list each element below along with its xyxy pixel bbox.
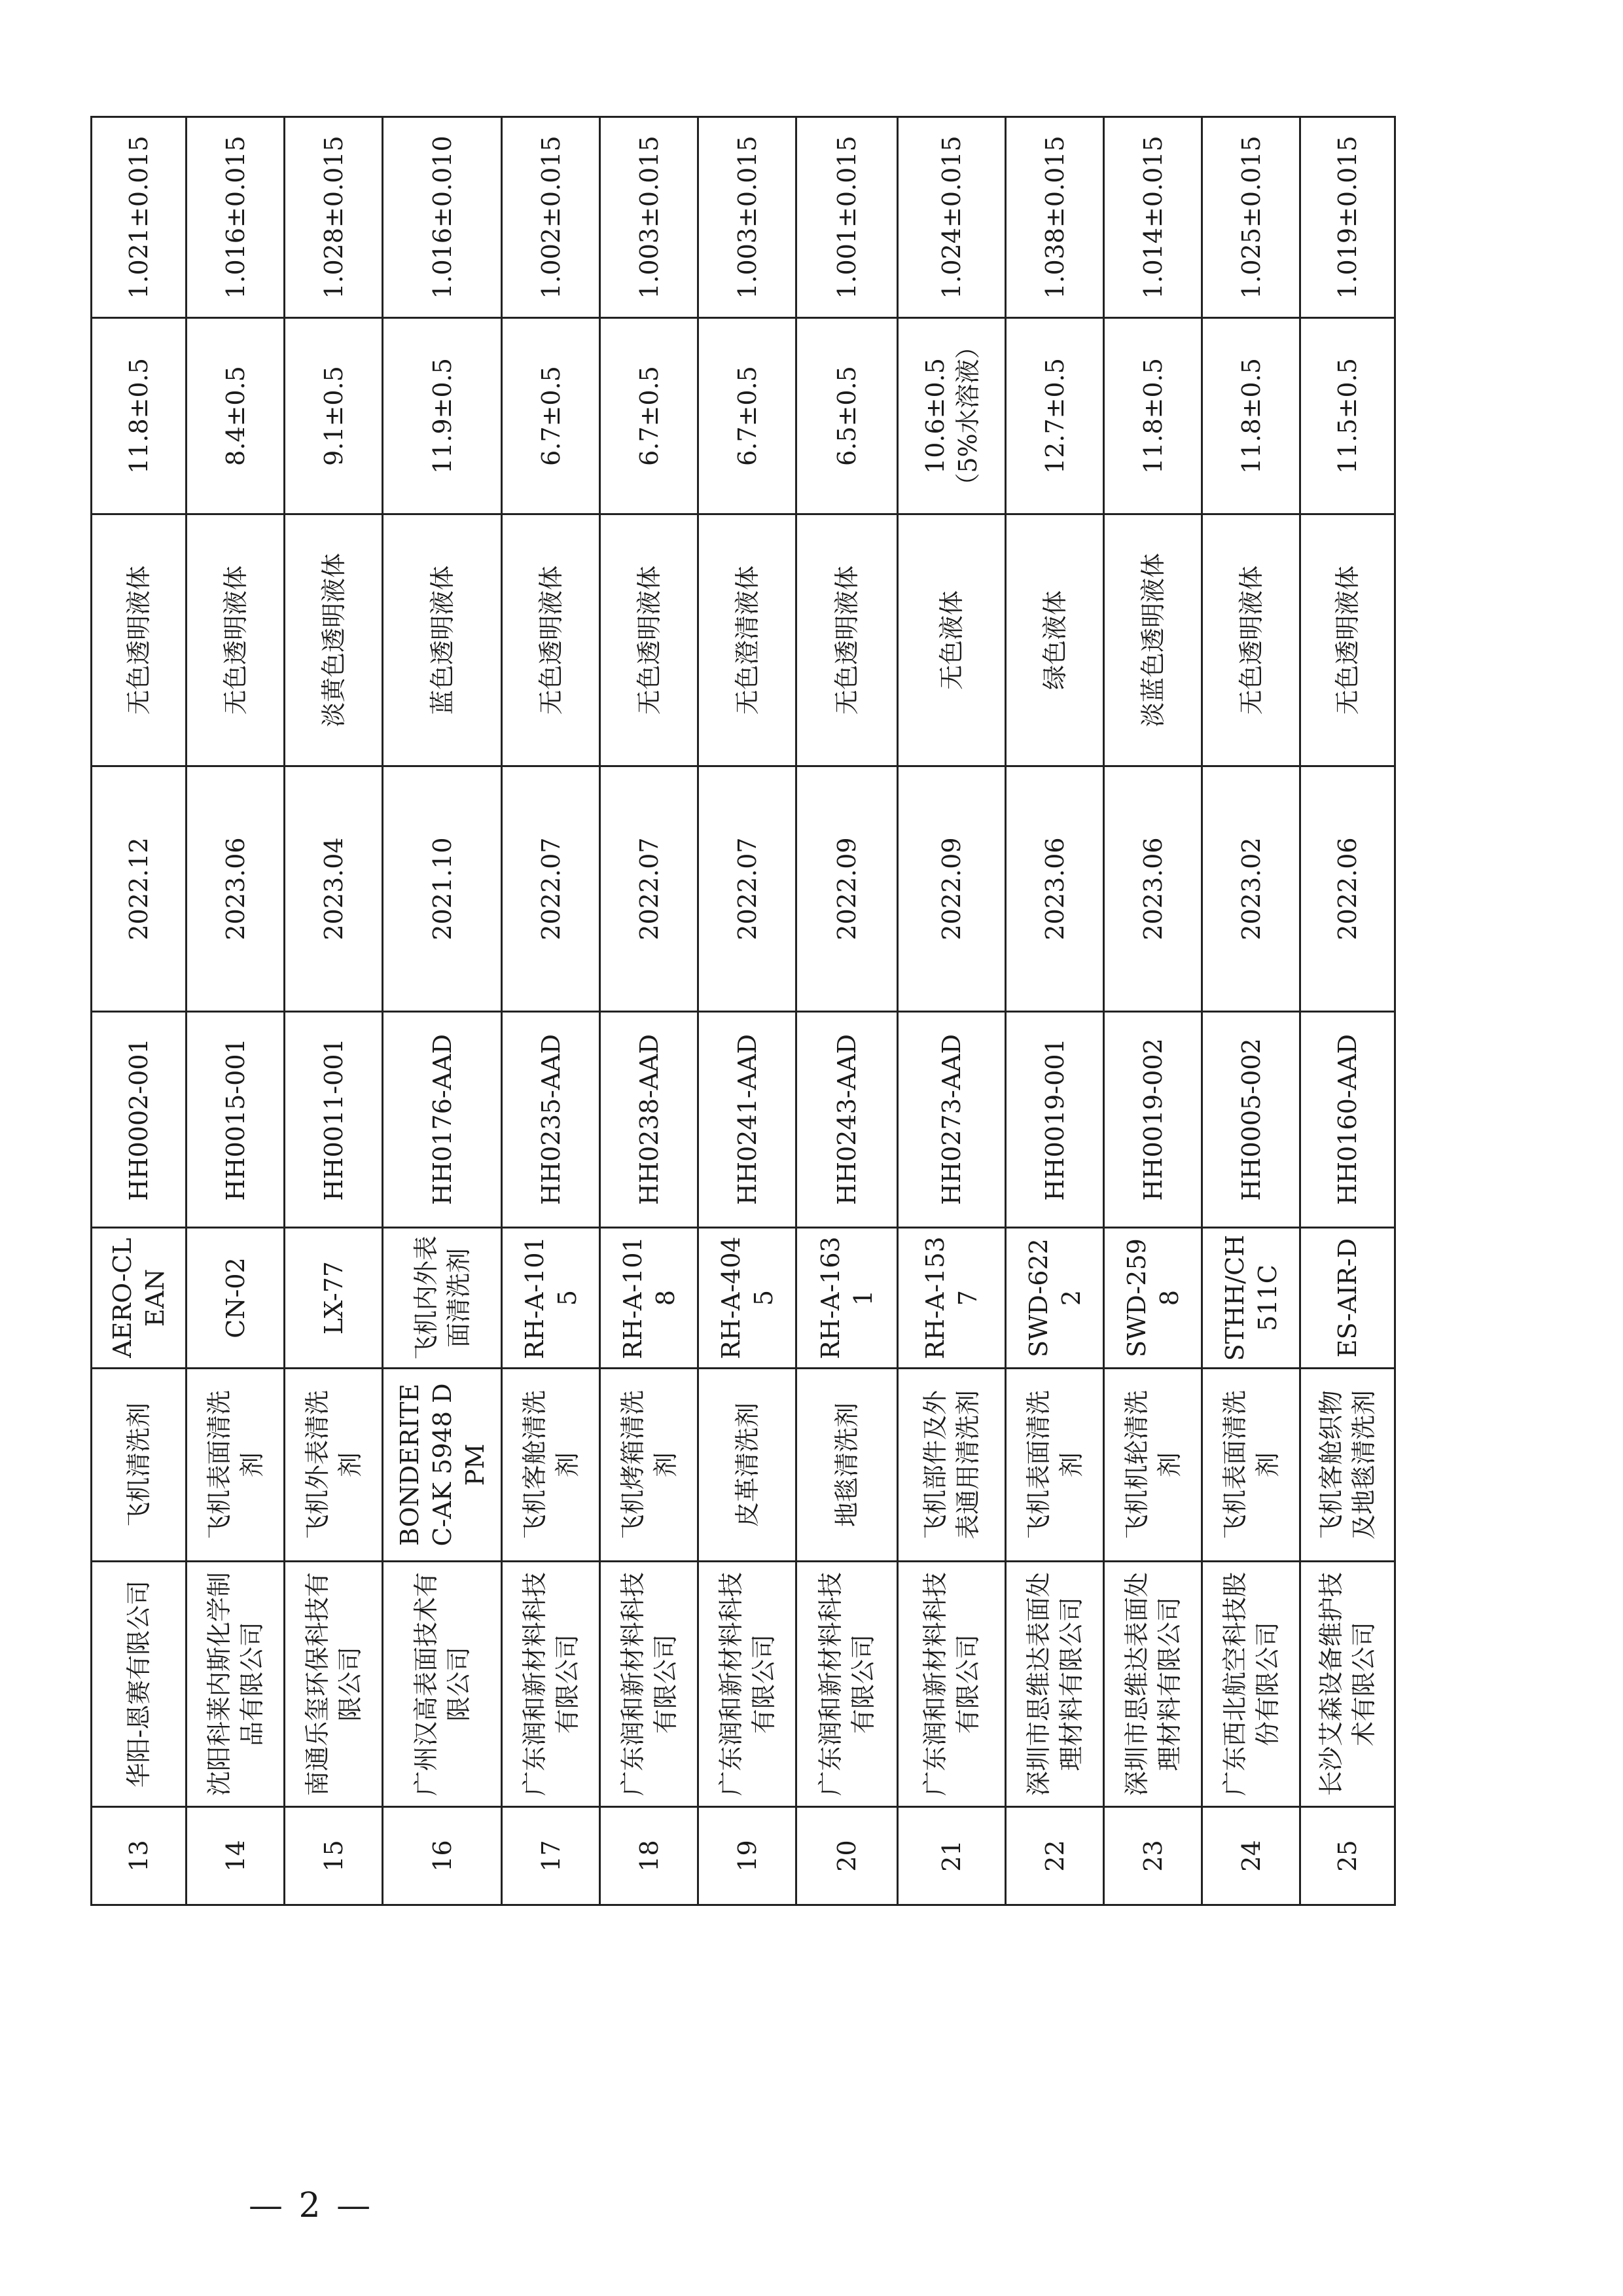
appearance-cell: 蓝色透明液体: [383, 514, 502, 766]
product-code-cell: HH0243-AAD: [796, 1012, 898, 1228]
product-name-cell: 飞机表面清洗剂: [187, 1369, 285, 1562]
table-row: [796, 117, 898, 1905]
company-cell: 广东润和新材料科技有限公司: [796, 1562, 898, 1807]
appearance-cell: 淡黄色透明液体: [285, 514, 383, 766]
density-cell: 1.024±0.015: [898, 117, 1006, 318]
product-name-cell: 飞机客舱清洗剂: [502, 1369, 600, 1562]
product-code-cell: HH0273-AAD: [898, 1012, 1006, 1228]
row-number-cell: 16: [383, 1807, 502, 1905]
table-row: [898, 117, 1006, 1905]
appearance-cell: 无色透明液体: [502, 514, 600, 766]
table-row: [698, 117, 796, 1905]
row-number-cell: 15: [285, 1807, 383, 1905]
date-cell: 2022.09: [796, 766, 898, 1012]
density-cell: 1.003±0.015: [698, 117, 796, 318]
product-name-cell: 地毯清洗剂: [796, 1369, 898, 1562]
ph-value-cell: 6.7±0.5: [600, 318, 698, 514]
product-name-cell: 飞机机轮清洗剂: [1104, 1369, 1202, 1562]
appearance-cell: 无色澄清液体: [698, 514, 796, 766]
product-name-cell: 飞机清洗剂: [92, 1369, 187, 1562]
company-cell: 沈阳科莱内斯化学制品有限公司: [187, 1562, 285, 1807]
density-cell: 1.001±0.015: [796, 117, 898, 318]
date-cell: 2022.09: [898, 766, 1006, 1012]
row-number-cell: 24: [1202, 1807, 1300, 1905]
density-cell: 1.021±0.015: [92, 117, 187, 318]
date-cell: 2022.06: [1300, 766, 1395, 1012]
product-code-cell: HH0011-001: [285, 1012, 383, 1228]
product-code-cell: HH0238-AAD: [600, 1012, 698, 1228]
company-cell: 广东润和新材料科技有限公司: [502, 1562, 600, 1807]
model-cell: CN-02: [187, 1228, 285, 1369]
ph-value-cell: 12.7±0.5: [1006, 318, 1104, 514]
product-code-cell: HH0005-002: [1202, 1012, 1300, 1228]
ph-value-cell: 11.9±0.5: [383, 318, 502, 514]
product-name-cell: 飞机表面清洗剂: [1006, 1369, 1104, 1562]
product-code-cell: HH0235-AAD: [502, 1012, 600, 1228]
rotated-table-container: [90, 118, 1381, 1906]
date-cell: 2022.07: [698, 766, 796, 1012]
ph-value-cell: 6.5±0.5: [796, 318, 898, 514]
company-cell: 广东润和新材料科技有限公司: [698, 1562, 796, 1807]
company-cell: 长沙艾森设备维护技术有限公司: [1300, 1562, 1395, 1807]
table-row: [1006, 117, 1104, 1905]
company-cell: 广州汉高表面技术有限公司: [383, 1562, 502, 1807]
product-code-cell: HH0241-AAD: [698, 1012, 796, 1228]
model-cell: 飞机内外表面清洗剂: [383, 1228, 502, 1369]
product-name-cell: 飞机外表清洗剂: [285, 1369, 383, 1562]
company-cell: 华阳-恩赛有限公司: [92, 1562, 187, 1807]
product-code-cell: HH0002-001: [92, 1012, 187, 1228]
date-cell: 2023.06: [1006, 766, 1104, 1012]
row-number-cell: 18: [600, 1807, 698, 1905]
model-cell: SWD-2598: [1104, 1228, 1202, 1369]
date-cell: 2023.04: [285, 766, 383, 1012]
density-cell: 1.014±0.015: [1104, 117, 1202, 318]
ph-value-cell: 8.4±0.5: [187, 318, 285, 514]
ph-value-cell: 10.6±0.5 （5%水溶液）: [898, 318, 1006, 514]
row-number-cell: 22: [1006, 1807, 1104, 1905]
product-name-cell: 飞机部件及外表通用清洗剂: [898, 1369, 1006, 1562]
row-number-cell: 17: [502, 1807, 600, 1905]
model-cell: AERO-CLEAN: [92, 1228, 187, 1369]
row-number-cell: 19: [698, 1807, 796, 1905]
company-cell: 南通乐玺环保科技有限公司: [285, 1562, 383, 1807]
appearance-cell: 无色透明液体: [187, 514, 285, 766]
company-cell: 深圳市思维达表面处理材料有限公司: [1006, 1562, 1104, 1807]
appearance-cell: 无色透明液体: [1300, 514, 1395, 766]
table-row: [502, 117, 600, 1905]
density-cell: 1.016±0.015: [187, 117, 285, 318]
date-cell: 2023.06: [187, 766, 285, 1012]
date-cell: 2022.12: [92, 766, 187, 1012]
ph-value-cell: 9.1±0.5: [285, 318, 383, 514]
product-code-cell: HH0176-AAD: [383, 1012, 502, 1228]
model-cell: RH-A-1018: [600, 1228, 698, 1369]
product-name-cell: BONDERITE C-AK 5948 DPM: [383, 1369, 502, 1562]
row-number-cell: 23: [1104, 1807, 1202, 1905]
model-cell: RH-A-4045: [698, 1228, 796, 1369]
product-registry-table: [90, 116, 1396, 1906]
appearance-cell: 淡蓝色透明液体: [1104, 514, 1202, 766]
appearance-cell: 无色液体: [898, 514, 1006, 766]
ph-value-cell: 6.7±0.5: [698, 318, 796, 514]
model-cell: RH-A-1015: [502, 1228, 600, 1369]
product-name-cell: 皮革清洗剂: [698, 1369, 796, 1562]
date-cell: 2022.07: [600, 766, 698, 1012]
ph-value-cell: 6.7±0.5: [502, 318, 600, 514]
appearance-cell: 无色透明液体: [796, 514, 898, 766]
table-row: [187, 117, 285, 1905]
table-row: [285, 117, 383, 1905]
model-cell: SWD-6222: [1006, 1228, 1104, 1369]
product-name-cell: 飞机表面清洗剂: [1202, 1369, 1300, 1562]
row-number-cell: 20: [796, 1807, 898, 1905]
company-cell: 广东西北航空科技股份有限公司: [1202, 1562, 1300, 1807]
appearance-cell: 无色透明液体: [1202, 514, 1300, 766]
page-number: — 2 —: [249, 2186, 374, 2225]
company-cell: 深圳市思维达表面处理材料有限公司: [1104, 1562, 1202, 1807]
table-row: [383, 117, 502, 1905]
date-cell: 2021.10: [383, 766, 502, 1012]
density-cell: 1.028±0.015: [285, 117, 383, 318]
date-cell: 2023.02: [1202, 766, 1300, 1012]
density-cell: 1.003±0.015: [600, 117, 698, 318]
product-name-cell: 飞机客舱织物及地毯清洗剂: [1300, 1369, 1395, 1562]
product-code-cell: HH0015-001: [187, 1012, 285, 1228]
table-body: [92, 117, 1395, 1905]
table-row: [1202, 117, 1300, 1905]
ph-value-cell: 11.8±0.5: [1202, 318, 1300, 514]
table-row: [1104, 117, 1202, 1905]
row-number-cell: 25: [1300, 1807, 1395, 1905]
date-cell: 2022.07: [502, 766, 600, 1012]
model-cell: RH-A-1537: [898, 1228, 1006, 1369]
product-code-cell: HH0160-AAD: [1300, 1012, 1395, 1228]
ph-value-cell: 11.5±0.5: [1300, 318, 1395, 514]
table-row: [1300, 117, 1395, 1905]
appearance-cell: 无色透明液体: [600, 514, 698, 766]
row-number-cell: 13: [92, 1807, 187, 1905]
density-cell: 1.002±0.015: [502, 117, 600, 318]
product-code-cell: HH0019-002: [1104, 1012, 1202, 1228]
model-cell: STHH/CH511C: [1202, 1228, 1300, 1369]
row-number-cell: 14: [187, 1807, 285, 1905]
density-cell: 1.038±0.015: [1006, 117, 1104, 318]
company-cell: 广东润和新材料科技有限公司: [898, 1562, 1006, 1807]
date-cell: 2023.06: [1104, 766, 1202, 1012]
row-number-cell: 21: [898, 1807, 1006, 1905]
model-cell: ES-AIR-D: [1300, 1228, 1395, 1369]
product-name-cell: 飞机烤箱清洗剂: [600, 1369, 698, 1562]
product-code-cell: HH0019-001: [1006, 1012, 1104, 1228]
table-row: [92, 117, 187, 1905]
company-cell: 广东润和新材料科技有限公司: [600, 1562, 698, 1807]
table-row: [600, 117, 698, 1905]
density-cell: 1.019±0.015: [1300, 117, 1395, 318]
density-cell: 1.025±0.015: [1202, 117, 1300, 318]
model-cell: RH-A-1631: [796, 1228, 898, 1369]
appearance-cell: 绿色液体: [1006, 514, 1104, 766]
model-cell: LX-77: [285, 1228, 383, 1369]
ph-value-cell: 11.8±0.5: [1104, 318, 1202, 514]
appearance-cell: 无色透明液体: [92, 514, 187, 766]
density-cell: 1.016±0.010: [383, 117, 502, 318]
ph-value-cell: 11.8±0.5: [92, 318, 187, 514]
